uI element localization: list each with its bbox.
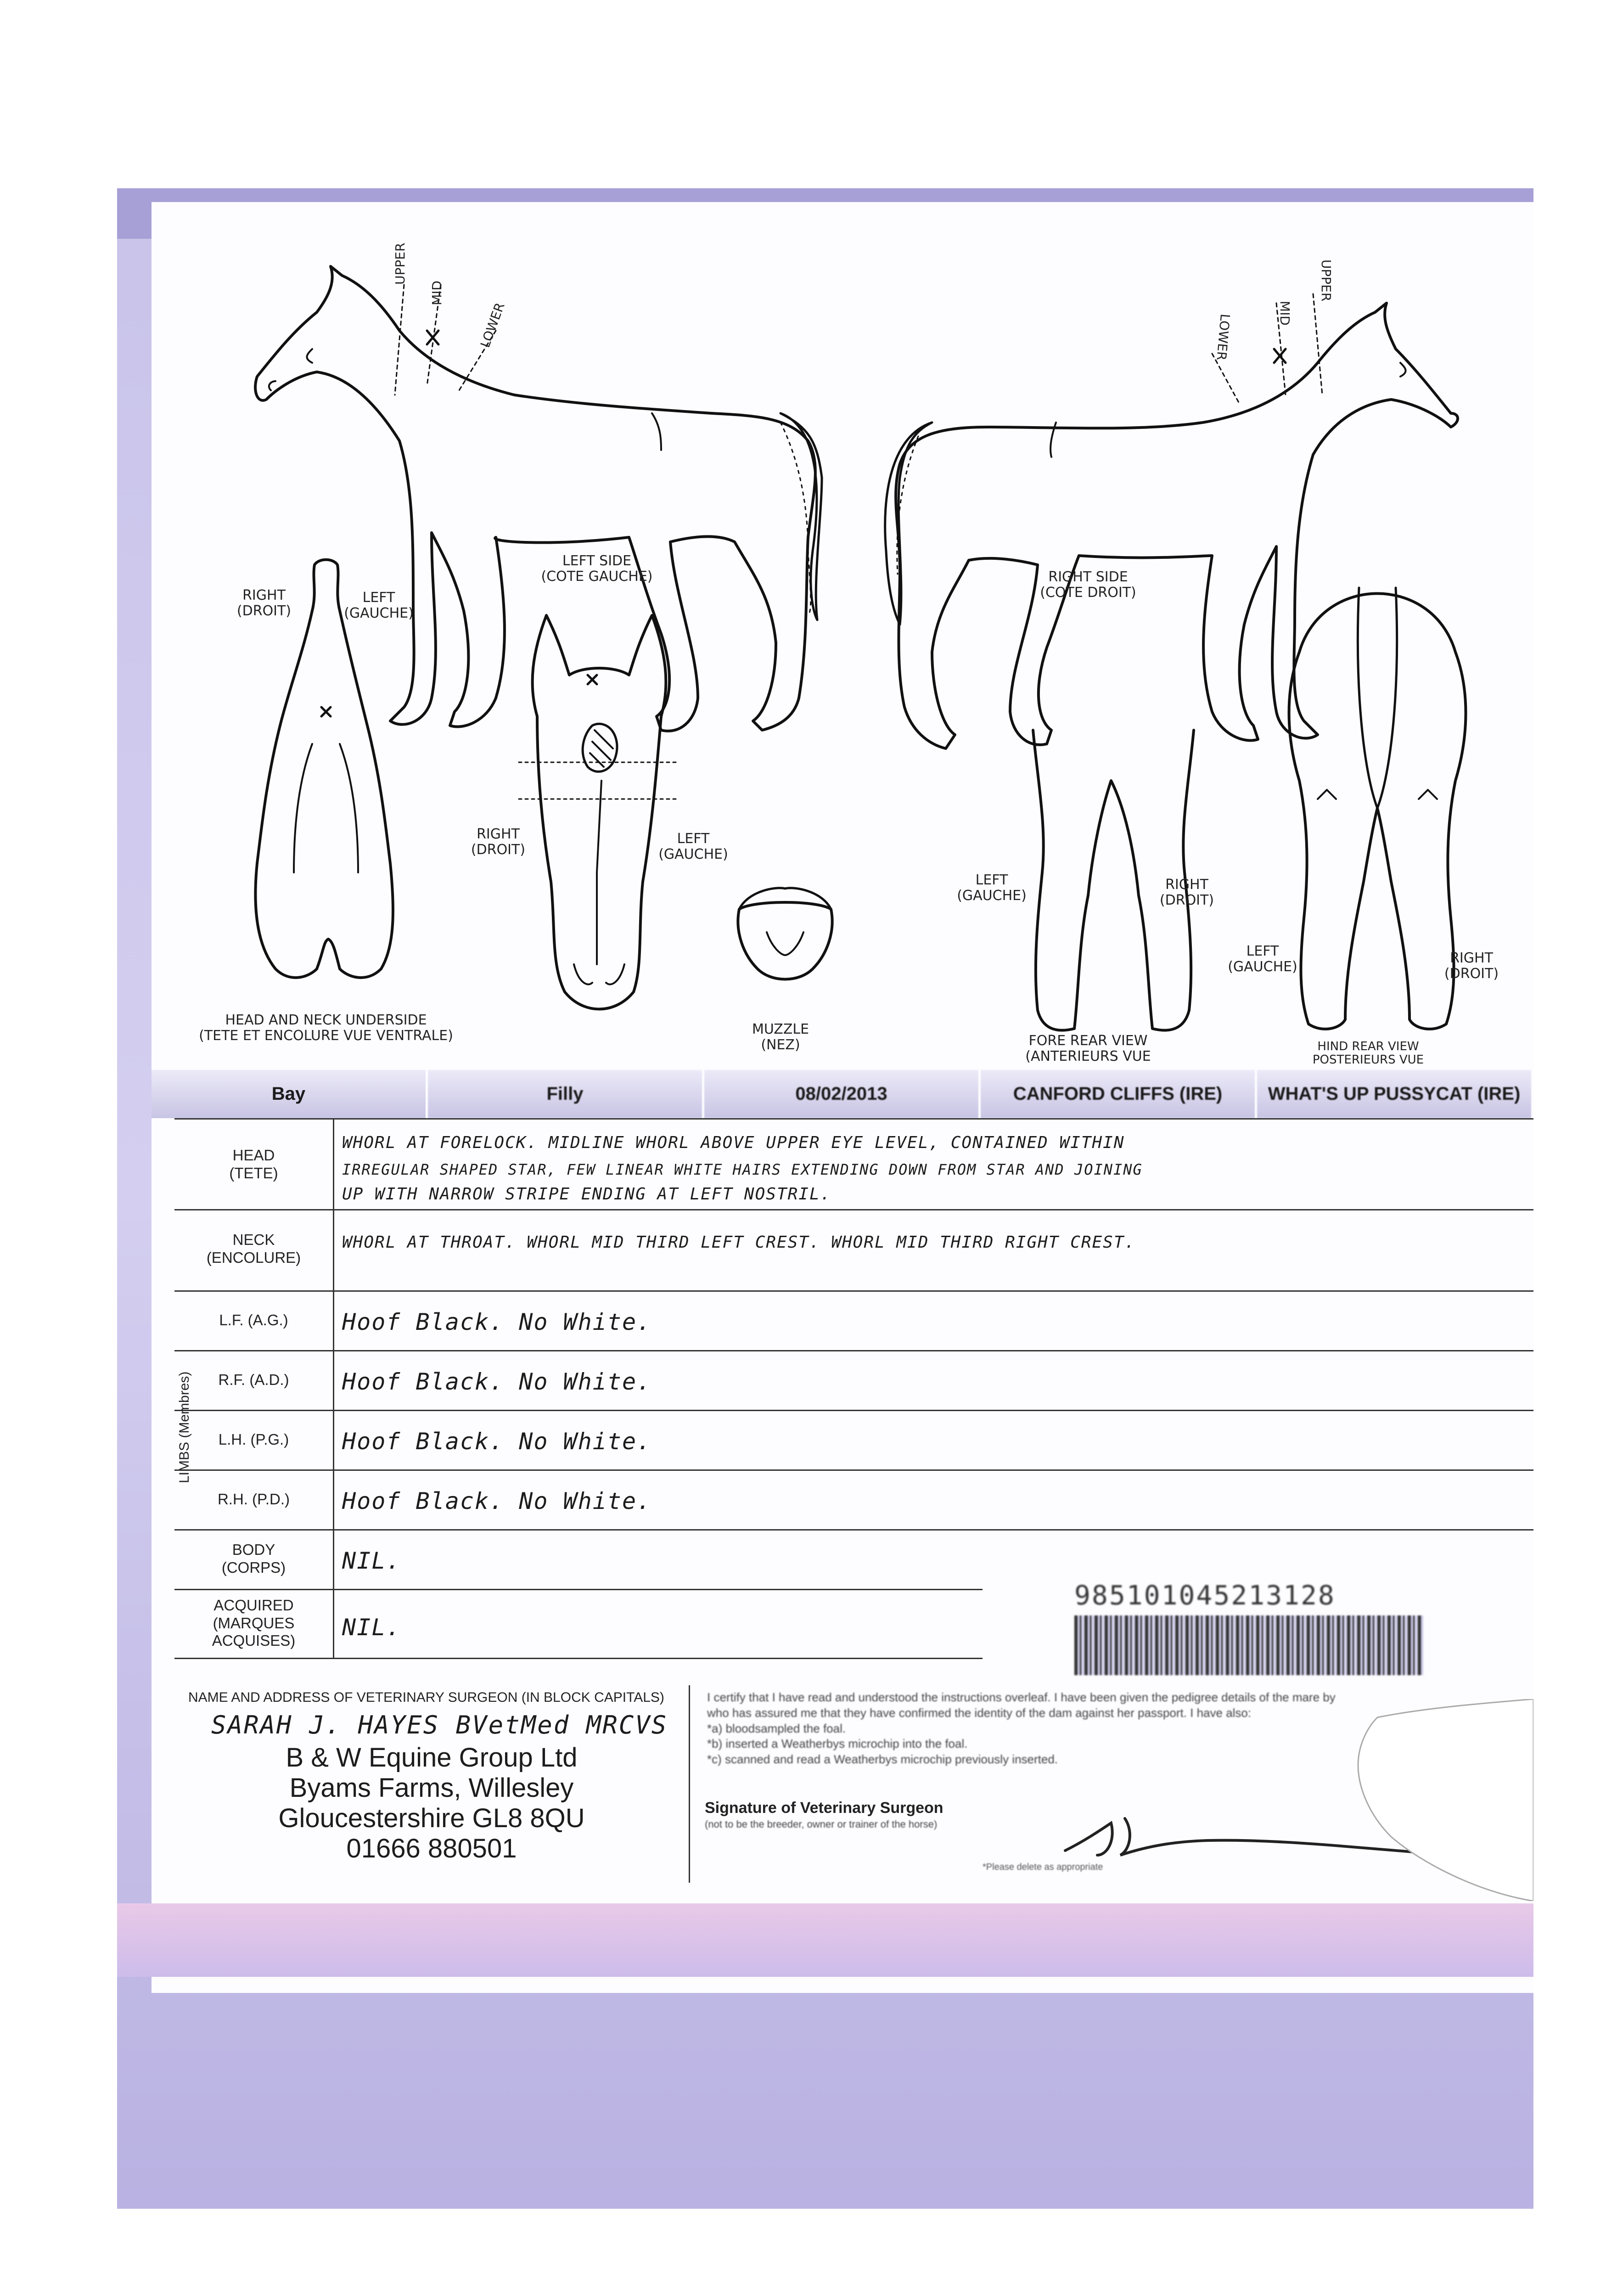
cert-item-a: *a) bloodsampled the foal. xyxy=(707,1721,846,1735)
rf-label: R.F. (A.D.) xyxy=(174,1350,334,1410)
microchip-barcode xyxy=(1074,1580,1423,1699)
upper-label-left: UPPER xyxy=(393,242,408,285)
upper-label-right: UPPER xyxy=(1319,259,1334,302)
body-label: BODY (CORPS) xyxy=(174,1529,334,1589)
fore-right-label: RIGHT (DROIT) xyxy=(1159,877,1214,908)
cert-line2: who has assured me that they have confirmed the identity of the dam against her passport. I have also: xyxy=(707,1705,1252,1720)
identification-diagrams xyxy=(0,0,1623,1102)
head-description-line2: IRREGULAR SHAPED STAR, FEW LINEAR WHITE HAIRS EXTENDING DOWN FROM STAR AND JOINING xyxy=(342,1161,1143,1178)
head-neck-underside-outline xyxy=(255,560,393,978)
certification-text xyxy=(707,1690,1423,1767)
lf-description: Hoof Black. No White. xyxy=(342,1309,652,1335)
lh-row xyxy=(174,1410,1533,1471)
left-side-caption: LEFT SIDE (COTE GAUCHE) xyxy=(541,553,653,585)
colour-value: Bay xyxy=(152,1070,428,1118)
date-of-birth-value: 08/02/2013 xyxy=(704,1070,981,1118)
rh-label: R.H. (P.D.) xyxy=(174,1469,334,1529)
vet-practice: B & W Equine Group Ltd xyxy=(286,1743,578,1773)
acquired-label: ACQUIRED (MARQUES ACQUISES) xyxy=(174,1589,334,1658)
acquired-row xyxy=(174,1589,983,1659)
vet-stamp xyxy=(248,1743,615,1864)
head-left-label: LEFT (GAUCHE) xyxy=(658,831,728,862)
head-right-label: RIGHT (DROIT) xyxy=(471,826,526,858)
right-side-caption: RIGHT SIDE (COTE DROIT) xyxy=(1040,569,1136,601)
lf-row xyxy=(174,1290,1533,1351)
vet-address-line1: Byams Farms, Willesley xyxy=(289,1773,574,1803)
cert-item-b: *b) inserted a Weatherbys microchip into the foal. xyxy=(707,1737,968,1751)
horse-right-side-outline xyxy=(885,294,1458,748)
signature-note: (not to be the breeder, owner or trainer of the horse) xyxy=(705,1818,938,1830)
mid-label-right: MID xyxy=(1277,301,1292,326)
cert-item-c: *c) scanned and read a Weatherbys microchip previously inserted. xyxy=(707,1752,1058,1767)
page-pink-edge xyxy=(117,1903,1533,1977)
identity-strip xyxy=(152,1070,1533,1118)
dam-value: WHAT'S UP PUSSYCAT (IRE) xyxy=(1257,1070,1533,1118)
vet-phone: 01666 880501 xyxy=(346,1834,517,1864)
barcode-bars xyxy=(1074,1615,1423,1675)
lh-label: L.H. (P.G.) xyxy=(174,1410,334,1469)
hind-left-label: LEFT (GAUCHE) xyxy=(1228,943,1297,975)
neck-row xyxy=(174,1208,1533,1292)
microchip-number: 985101045213128 xyxy=(1074,1580,1336,1611)
signature-footnote: *Please delete as appropriate xyxy=(983,1862,1103,1872)
underside-right-label: RIGHT (DROIT) xyxy=(236,587,292,619)
acquired-description: NIL. xyxy=(342,1614,401,1641)
rh-row xyxy=(174,1469,1533,1531)
folded-page-corner xyxy=(1341,1699,1533,1901)
neck-description: WHORL AT THROAT. WHORL MID THIRD LEFT CREST. WHORL MID THIRD RIGHT CREST. xyxy=(342,1233,1136,1252)
rf-row xyxy=(174,1350,1533,1411)
fore-rear-caption: FORE REAR VIEW (ANTERIEURS VUE xyxy=(1025,1033,1151,1064)
lower-label-right: LOWER xyxy=(1213,313,1233,361)
sex-value: Filly xyxy=(428,1070,704,1118)
cert-line1: I certify that I have read and understood the instructions overleaf. I have been given the pedigree details of the mare by xyxy=(707,1690,1336,1704)
vet-name: SARAH J. HAYES BVetMed MRCVS xyxy=(211,1711,668,1739)
lf-label: L.F. (A.G.) xyxy=(174,1290,334,1350)
vet-heading: NAME AND ADDRESS OF VETERINARY SURGEON (IN BLOCK CAPITALS) xyxy=(188,1690,664,1705)
fore-left-label: LEFT (GAUCHE) xyxy=(957,872,1027,904)
head-description-line1: WHORL AT FORELOCK. MIDLINE WHORL ABOVE UPPER EYE LEVEL, CONTAINED WITHIN xyxy=(342,1133,1125,1152)
body-row xyxy=(174,1529,983,1590)
muzzle-outline xyxy=(738,888,832,979)
signature-label: Signature of Veterinary Surgeon xyxy=(705,1799,943,1817)
underside-caption: HEAD AND NECK UNDERSIDE (TETE ET ENCOLURE VUE VENTRALE) xyxy=(199,1012,453,1044)
limbs-label: LIMBS (Membres) xyxy=(177,1371,192,1483)
underside-left-label: LEFT (GAUCHE) xyxy=(344,590,414,621)
head-description-line3: UP WITH NARROW STRIPE ENDING AT LEFT NOSTRIL. xyxy=(342,1185,831,1204)
lh-description: Hoof Black. No White. xyxy=(342,1428,652,1455)
head-row xyxy=(174,1118,1533,1210)
mid-label-left: MID xyxy=(429,281,444,305)
neck-label: NECK (ENCOLURE) xyxy=(174,1208,334,1290)
head-label: HEAD (TETE) xyxy=(174,1120,334,1209)
rh-description: Hoof Black. No White. xyxy=(342,1488,652,1514)
lower-label-left: LOWER xyxy=(477,300,508,350)
horse-left-side-outline xyxy=(255,266,822,731)
sire-value: CANFORD CLIFFS (IRE) xyxy=(981,1070,1257,1118)
rf-description: Hoof Black. No White. xyxy=(342,1368,652,1395)
hind-rear-caption: HIND REAR VIEW POSTERIEURS VUE xyxy=(1312,1040,1424,1067)
muzzle-caption: MUZZLE (NEZ) xyxy=(752,1021,809,1053)
vet-address-line2: Gloucestershire GL8 8QU xyxy=(278,1803,585,1834)
hind-right-label: RIGHT (DROIT) xyxy=(1444,950,1499,982)
head-front-outline xyxy=(519,615,680,1009)
body-description: NIL. xyxy=(342,1548,401,1574)
